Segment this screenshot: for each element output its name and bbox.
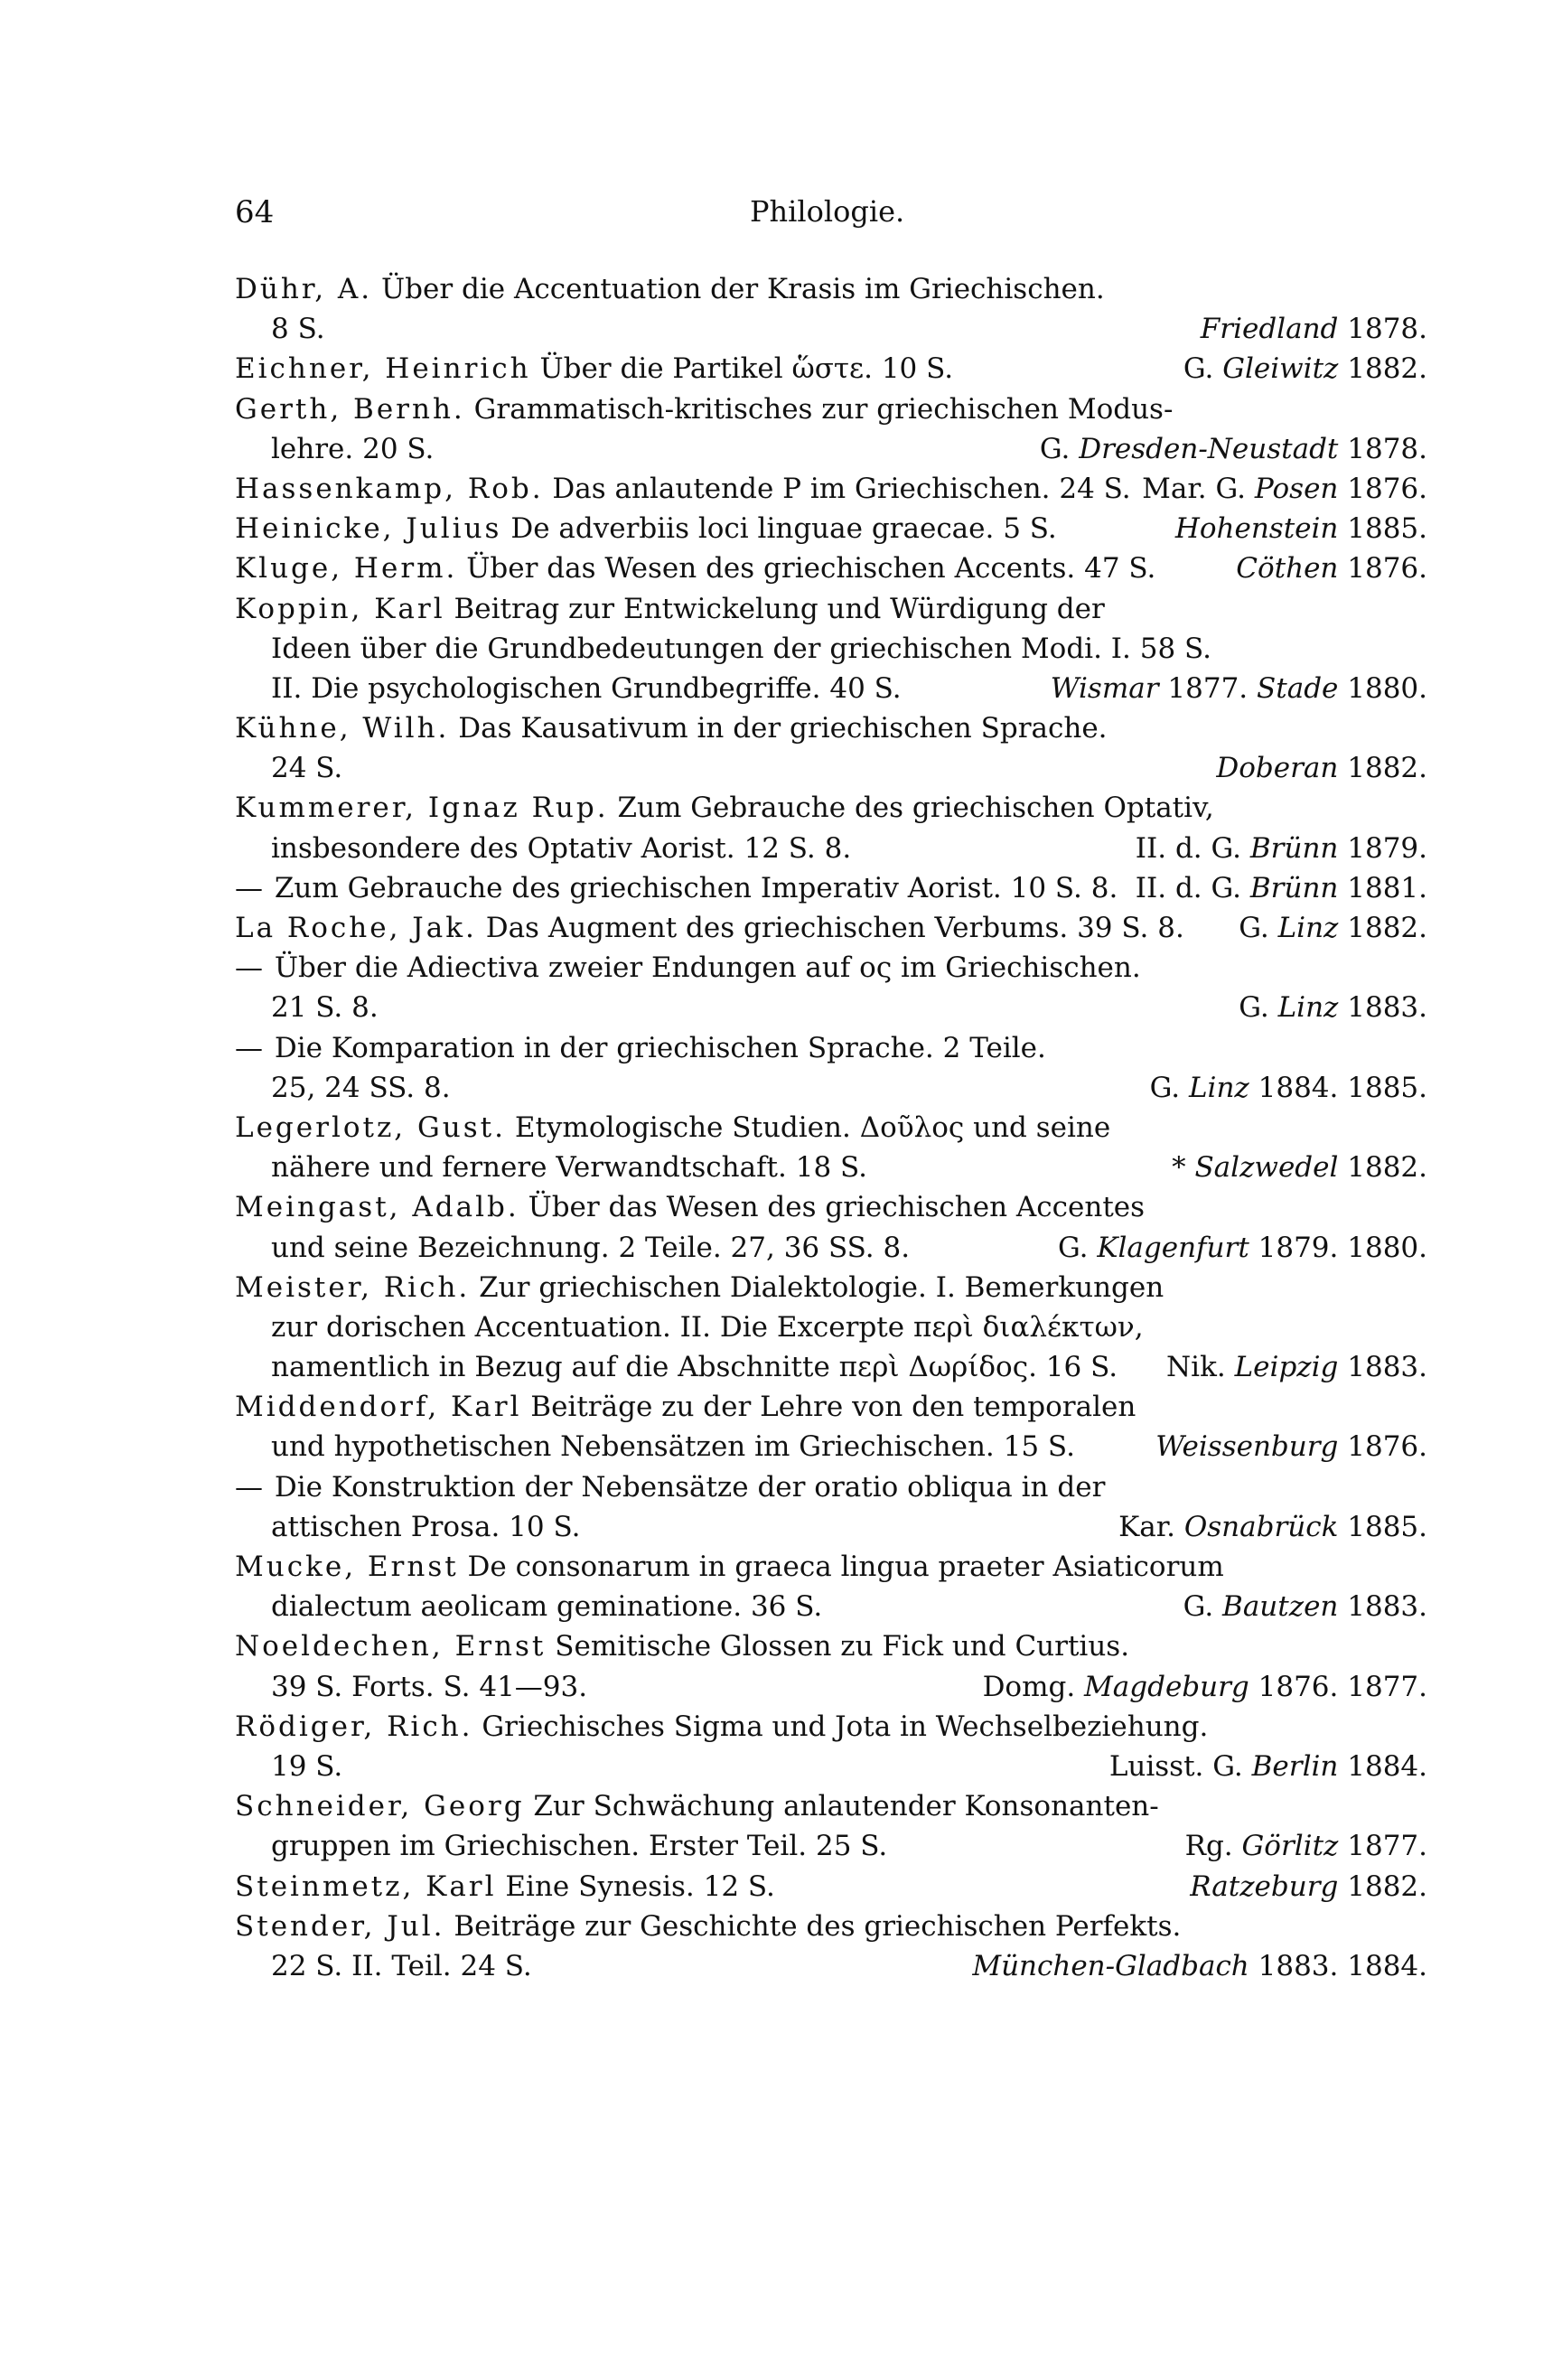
entry-line bbox=[235, 1707, 1427, 1747]
entry-title-text: Das Augment des griechischen Verbums. 39 S. 8. bbox=[485, 912, 1184, 944]
entry-year: 1883. bbox=[1347, 1351, 1427, 1384]
entry-line bbox=[235, 708, 1427, 748]
entry-title-text: Zur Schwächung anlautender Konsonanten- bbox=[533, 1790, 1159, 1823]
entry-school: * bbox=[1172, 1151, 1186, 1185]
entry-year: 1876. bbox=[1347, 472, 1427, 505]
entry-author: Hassenkamp, Rob. bbox=[235, 472, 544, 505]
entry-title-text: 24 S. bbox=[271, 752, 343, 785]
page-header bbox=[235, 194, 1427, 239]
entry-author: Stender, Jul. bbox=[235, 1909, 445, 1943]
entry-title-text: 39 S. Forts. S. 41—93. bbox=[271, 1670, 588, 1703]
entry-year: 1885. bbox=[1347, 512, 1427, 546]
entry-author: Steinmetz, Karl bbox=[235, 1869, 497, 1903]
entry-author: Rödiger, Rich. bbox=[235, 1710, 473, 1743]
entry-author: — bbox=[235, 871, 266, 904]
bibliography-entry bbox=[235, 389, 1427, 469]
entry-title-text: und seine Bezeichnung. 2 Teile. 27, 36 SS. 8. bbox=[271, 1231, 911, 1264]
bibliography-entry bbox=[235, 548, 1427, 588]
entry-imprint bbox=[1216, 748, 1427, 788]
entry-imprint bbox=[1166, 1347, 1427, 1387]
bibliography-entry bbox=[235, 1108, 1427, 1187]
entry-line bbox=[235, 1148, 1427, 1187]
entry-title-text: Beitrag zur Entwickelung und Würdigung der bbox=[454, 592, 1105, 625]
entry-line bbox=[235, 1108, 1427, 1148]
entry-year: 1877. bbox=[1347, 1830, 1427, 1863]
entry-line bbox=[235, 829, 1427, 868]
entry-title-text: Über die Adiectiva zweier Endungen auf ος im Griechischen. bbox=[274, 951, 1141, 985]
entry-title-text: Über die Partikel ὥστε. 10 S. bbox=[539, 352, 954, 386]
entry-imprint bbox=[1058, 1228, 1427, 1268]
entry-title-text: Semitische Glossen zu Fick und Curtius. bbox=[555, 1630, 1130, 1663]
entry-place: Brünn bbox=[1249, 871, 1339, 904]
entry-author: Legerlotz, Gust. bbox=[235, 1110, 506, 1144]
entry-line bbox=[235, 1587, 1427, 1626]
entry-line bbox=[235, 1667, 1427, 1707]
entry-school: G. bbox=[1239, 991, 1269, 1025]
entry-school: G. bbox=[1057, 1231, 1089, 1264]
entry-line bbox=[235, 1907, 1427, 1946]
entry-line bbox=[235, 1826, 1427, 1866]
entry-imprint bbox=[1142, 469, 1427, 509]
entry-line bbox=[235, 1547, 1427, 1587]
entry-line bbox=[235, 748, 1427, 788]
entry-imprint bbox=[1109, 1747, 1427, 1786]
entry-title-text: De consonarum in graeca lingua praeter Asiaticorum bbox=[467, 1551, 1224, 1583]
entry-title-text: Die Komparation in der griechischen Sprache. 2 Teile. bbox=[274, 1031, 1046, 1064]
entry-school: G. bbox=[1149, 1071, 1181, 1104]
entry-title-text: gruppen im Griechischen. Erster Teil. 25 S. bbox=[271, 1830, 888, 1863]
entry-imprint bbox=[1150, 1068, 1427, 1108]
bibliography-entry bbox=[235, 1786, 1427, 1866]
entry-imprint bbox=[1190, 1867, 1427, 1907]
entry-title-text: Über das Wesen des griechischen Accents. 47 S. bbox=[466, 552, 1156, 586]
entry-place: Berlin bbox=[1251, 1749, 1339, 1783]
bibliography-entry bbox=[235, 1187, 1427, 1267]
entry-place: Brünn bbox=[1249, 831, 1339, 865]
entry-line bbox=[235, 469, 1427, 509]
bibliography-entry bbox=[235, 349, 1427, 389]
entry-title-text: und hypothetischen Nebensätzen im Griechischen. 15 S. bbox=[271, 1430, 1075, 1464]
entry-title-text: Beiträge zur Geschichte des griechischen Perfekts. bbox=[454, 1909, 1182, 1943]
entry-year: 1877. bbox=[1167, 671, 1249, 705]
entry-line bbox=[235, 349, 1427, 389]
bibliography-entry bbox=[235, 1907, 1427, 1986]
entry-year: 1882. bbox=[1347, 912, 1427, 944]
entry-year: 1878. bbox=[1347, 432, 1427, 465]
entry-imprint bbox=[1175, 509, 1427, 548]
entry-author: — bbox=[235, 1470, 266, 1504]
entry-imprint bbox=[1051, 669, 1427, 708]
entry-line bbox=[235, 988, 1427, 1027]
entry-author: Kummerer, Ignaz Rup. bbox=[235, 792, 609, 825]
entry-school: Nik. bbox=[1166, 1351, 1226, 1384]
bibliography-entry bbox=[235, 1467, 1427, 1547]
entry-line bbox=[235, 1507, 1427, 1547]
bibliography-entry bbox=[235, 469, 1427, 509]
entry-line bbox=[235, 1867, 1427, 1907]
entry-author: Kühne, Wilh. bbox=[235, 712, 450, 745]
entry-line bbox=[235, 309, 1427, 349]
entry-imprint bbox=[1183, 1587, 1427, 1626]
entry-title-text: 22 S. II. Teil. 24 S. bbox=[271, 1949, 532, 1982]
entry-author: Gerth, Bernh. bbox=[235, 392, 465, 426]
entry-author: Meingast, Adalb. bbox=[235, 1191, 519, 1224]
entry-place: Linz bbox=[1277, 991, 1339, 1025]
entry-school: II. d. G. bbox=[1135, 871, 1242, 904]
entry-author: Schneider, Georg bbox=[235, 1790, 525, 1823]
bibliography-entry bbox=[235, 1626, 1427, 1706]
entry-line bbox=[235, 429, 1427, 469]
entry-title-text: 21 S. 8. bbox=[271, 991, 379, 1025]
entry-school: II. d. G. bbox=[1135, 831, 1242, 865]
entry-imprint bbox=[1236, 548, 1427, 588]
entry-year: 1882. bbox=[1347, 352, 1427, 386]
entry-line bbox=[235, 1786, 1427, 1826]
running-head: Philologie. bbox=[750, 194, 905, 229]
entry-line bbox=[235, 1068, 1427, 1108]
entry-title-text: De adverbiis loci linguae graecae. 5 S. bbox=[510, 512, 1057, 546]
entry-title-text: Das Kausativum in der griechischen Sprache. bbox=[458, 712, 1108, 745]
entry-imprint bbox=[1183, 349, 1427, 389]
entry-year: 1883. 1884. bbox=[1258, 1949, 1427, 1982]
bibliography-entry bbox=[235, 1707, 1427, 1786]
entry-line bbox=[235, 389, 1427, 429]
entry-place: Gleiwitz bbox=[1222, 352, 1339, 386]
entry-title-text: attischen Prosa. 10 S. bbox=[271, 1510, 581, 1543]
entry-line bbox=[235, 1028, 1427, 1068]
entry-school: Domg. bbox=[982, 1670, 1076, 1703]
entry-place: Doberan bbox=[1216, 752, 1339, 785]
entry-line bbox=[235, 509, 1427, 548]
entry-imprint bbox=[1155, 1427, 1427, 1466]
entry-year: 1876. 1877. bbox=[1258, 1670, 1427, 1703]
entry-title-text: zur dorischen Accentuation. II. Die Excerpte περὶ διαλέκτων, bbox=[271, 1310, 1144, 1344]
entry-place: Magdeburg bbox=[1084, 1670, 1249, 1703]
entry-line bbox=[235, 1268, 1427, 1307]
entry-line bbox=[235, 1946, 1427, 1986]
entry-title-text: Zur griechischen Dialektologie. I. Bemerkungen bbox=[479, 1270, 1164, 1304]
entry-line bbox=[235, 1747, 1427, 1786]
entry-title-text: 8 S. bbox=[271, 313, 325, 346]
entry-imprint bbox=[1172, 1148, 1427, 1187]
bibliography-entry bbox=[235, 1028, 1427, 1108]
entry-place: Linz bbox=[1277, 912, 1339, 944]
entry-year: 1882. bbox=[1347, 1869, 1427, 1903]
entry-author: Eichner, Heinrich bbox=[235, 352, 531, 386]
entry-school: Luisst. G. bbox=[1108, 1749, 1243, 1783]
bibliography-entry bbox=[235, 1268, 1427, 1388]
bibliography-entry bbox=[235, 1387, 1427, 1466]
entry-school: Mar. G. bbox=[1142, 472, 1247, 505]
entry-school: G. bbox=[1039, 432, 1071, 465]
entry-title-text: 25, 24 SS. 8. bbox=[271, 1071, 451, 1104]
entry-place: Bautzen bbox=[1222, 1590, 1339, 1624]
entry-place: Salzwedel bbox=[1194, 1151, 1339, 1185]
entry-author: La Roche, Jak. bbox=[235, 912, 477, 944]
entry-place: Posen bbox=[1254, 472, 1339, 505]
entry-line bbox=[235, 1626, 1427, 1666]
entry-title-text: 19 S. bbox=[271, 1749, 343, 1783]
bibliography-entry bbox=[235, 708, 1427, 788]
entry-title-text: Griechisches Sigma und Jota in Wechselbeziehung. bbox=[482, 1710, 1209, 1743]
entry-author: Koppin, Karl bbox=[235, 592, 445, 625]
entry-year: 1876. bbox=[1347, 552, 1427, 586]
entry-imprint bbox=[1239, 908, 1427, 948]
entry-school: Kar. bbox=[1118, 1510, 1175, 1543]
entry-place: Dresden-Neustadt bbox=[1079, 432, 1339, 465]
entry-place: Cöthen bbox=[1236, 552, 1339, 586]
entry-line bbox=[235, 1228, 1427, 1268]
entry-year: 1876. bbox=[1347, 1430, 1427, 1464]
entry-year: 1879. 1880. bbox=[1258, 1231, 1427, 1264]
entry-title-text: nähere und fernere Verwandtschaft. 18 S. bbox=[271, 1151, 868, 1185]
bibliography-entry bbox=[235, 269, 1427, 349]
entry-place: Görlitz bbox=[1241, 1830, 1339, 1863]
entry-place: Friedland bbox=[1200, 313, 1339, 346]
entry-line bbox=[235, 1347, 1427, 1387]
entry-line bbox=[235, 908, 1427, 948]
entry-line bbox=[235, 269, 1427, 309]
entry-year: 1884. bbox=[1347, 1749, 1427, 1783]
entry-title-text: Beiträge zu der Lehre von den temporalen bbox=[530, 1391, 1136, 1424]
entry-author: Dühr, A. bbox=[235, 273, 373, 305]
entry-title-text: insbesondere des Optativ Aorist. 12 S. 8. bbox=[271, 831, 852, 865]
entry-title-text: dialectum aeolicam geminatione. 36 S. bbox=[271, 1590, 823, 1624]
entry-title-text: Über das Wesen des griechischen Accentes bbox=[528, 1191, 1146, 1224]
entry-author: Mucke, Ernst bbox=[235, 1551, 459, 1583]
entry-title-text: Das anlautende P im Griechischen. 24 S. bbox=[552, 472, 1131, 505]
entry-line bbox=[235, 629, 1427, 669]
page-number: 64 bbox=[235, 194, 275, 230]
entry-imprint bbox=[1136, 829, 1427, 868]
entry-line bbox=[235, 1307, 1427, 1347]
entry-title-text: Zum Gebrauche des griechischen Optativ, bbox=[617, 792, 1214, 825]
bibliography-entry bbox=[235, 1867, 1427, 1907]
entry-place: Leipzig bbox=[1234, 1351, 1339, 1384]
entry-title-text: Etymologische Studien. Δοῦλος und seine bbox=[514, 1110, 1111, 1144]
entry-author: Meister, Rich. bbox=[235, 1270, 471, 1304]
entry-imprint bbox=[983, 1667, 1427, 1707]
entry-year: 1883. bbox=[1347, 991, 1427, 1025]
entry-place: Hohenstein bbox=[1174, 512, 1339, 546]
entry-line bbox=[235, 868, 1427, 908]
entry-imprint bbox=[1185, 1826, 1427, 1866]
entry-place: Linz bbox=[1188, 1071, 1249, 1104]
entry-line bbox=[235, 548, 1427, 588]
entry-line bbox=[235, 1427, 1427, 1466]
entry-place: Weissenburg bbox=[1155, 1430, 1339, 1464]
entry-author: Kluge, Herm. bbox=[235, 552, 458, 586]
entry-author: Noeldechen, Ernst bbox=[235, 1630, 547, 1663]
entry-year: 1885. bbox=[1347, 1510, 1427, 1543]
entry-school: G. bbox=[1183, 1590, 1214, 1624]
entry-year: 1880. bbox=[1347, 671, 1427, 705]
bibliography-entry bbox=[235, 1547, 1427, 1626]
entry-year: 1881. bbox=[1347, 871, 1427, 904]
entry-line bbox=[235, 1467, 1427, 1507]
entry-line bbox=[235, 948, 1427, 988]
entry-imprint bbox=[1239, 988, 1427, 1027]
entry-author: — bbox=[235, 951, 266, 985]
entry-imprint bbox=[1136, 868, 1427, 908]
bibliography-entry bbox=[235, 589, 1427, 709]
entry-place: Osnabrück bbox=[1183, 1510, 1339, 1543]
entry-imprint bbox=[972, 1946, 1427, 1986]
entry-year: 1883. bbox=[1347, 1590, 1427, 1624]
entry-title-text: Zum Gebrauche des griechischen Imperativ Aorist. 10 S. 8. bbox=[274, 871, 1118, 904]
entry-imprint bbox=[1201, 309, 1427, 349]
entry-author: Heinicke, Julius bbox=[235, 512, 502, 546]
entry-title-text: lehre. 20 S. bbox=[271, 432, 435, 465]
entry-author: Middendorf, Karl bbox=[235, 1391, 522, 1424]
entry-school: Rg. bbox=[1184, 1830, 1233, 1863]
entry-school: G. bbox=[1239, 912, 1269, 944]
entry-year: 1882. bbox=[1347, 1151, 1427, 1185]
entry-line bbox=[235, 589, 1427, 629]
bibliography-entry bbox=[235, 948, 1427, 1027]
entry-place: Stade bbox=[1257, 671, 1339, 705]
entry-year: 1878. bbox=[1347, 313, 1427, 346]
entry-place: Klagenfurt bbox=[1097, 1231, 1249, 1264]
bibliography-list bbox=[235, 269, 1427, 1986]
entry-line bbox=[235, 1387, 1427, 1427]
entry-place: Ratzeburg bbox=[1190, 1869, 1339, 1903]
entry-title-text: II. Die psychologischen Grundbegriffe. 40 S. bbox=[271, 671, 902, 705]
entry-title-text: Eine Synesis. 12 S. bbox=[505, 1869, 775, 1903]
entry-imprint bbox=[1040, 429, 1427, 469]
bibliography-entry bbox=[235, 509, 1427, 548]
entry-school: G. bbox=[1183, 352, 1214, 386]
entry-year: 1882. bbox=[1347, 752, 1427, 785]
entry-year: 1879. bbox=[1347, 831, 1427, 865]
entry-title-text: Die Konstruktion der Nebensätze der oratio obliqua in der bbox=[274, 1470, 1106, 1504]
entry-place: München-Gladbach bbox=[972, 1949, 1249, 1982]
entry-line bbox=[235, 669, 1427, 708]
entry-author: — bbox=[235, 1031, 266, 1064]
bibliography-entry bbox=[235, 908, 1427, 948]
bibliography-entry bbox=[235, 788, 1427, 867]
entry-place: Wismar bbox=[1050, 671, 1159, 705]
entry-title-text: namentlich in Bezug auf die Abschnitte περὶ Δωρίδος. 16 S. bbox=[271, 1351, 1118, 1384]
bibliography-entry bbox=[235, 868, 1427, 908]
entry-imprint bbox=[1118, 1507, 1427, 1547]
entry-year: 1884. 1885. bbox=[1258, 1071, 1427, 1104]
entry-line bbox=[235, 1187, 1427, 1227]
entry-title-text: Über die Accentuation der Krasis im Griechischen. bbox=[381, 273, 1105, 305]
entry-title-text: Grammatisch-kritisches zur griechischen Modus- bbox=[473, 392, 1174, 426]
entry-line bbox=[235, 788, 1427, 828]
entry-title-text: Ideen über die Grundbedeutungen der griechischen Modi. I. 58 S. bbox=[271, 632, 1212, 665]
